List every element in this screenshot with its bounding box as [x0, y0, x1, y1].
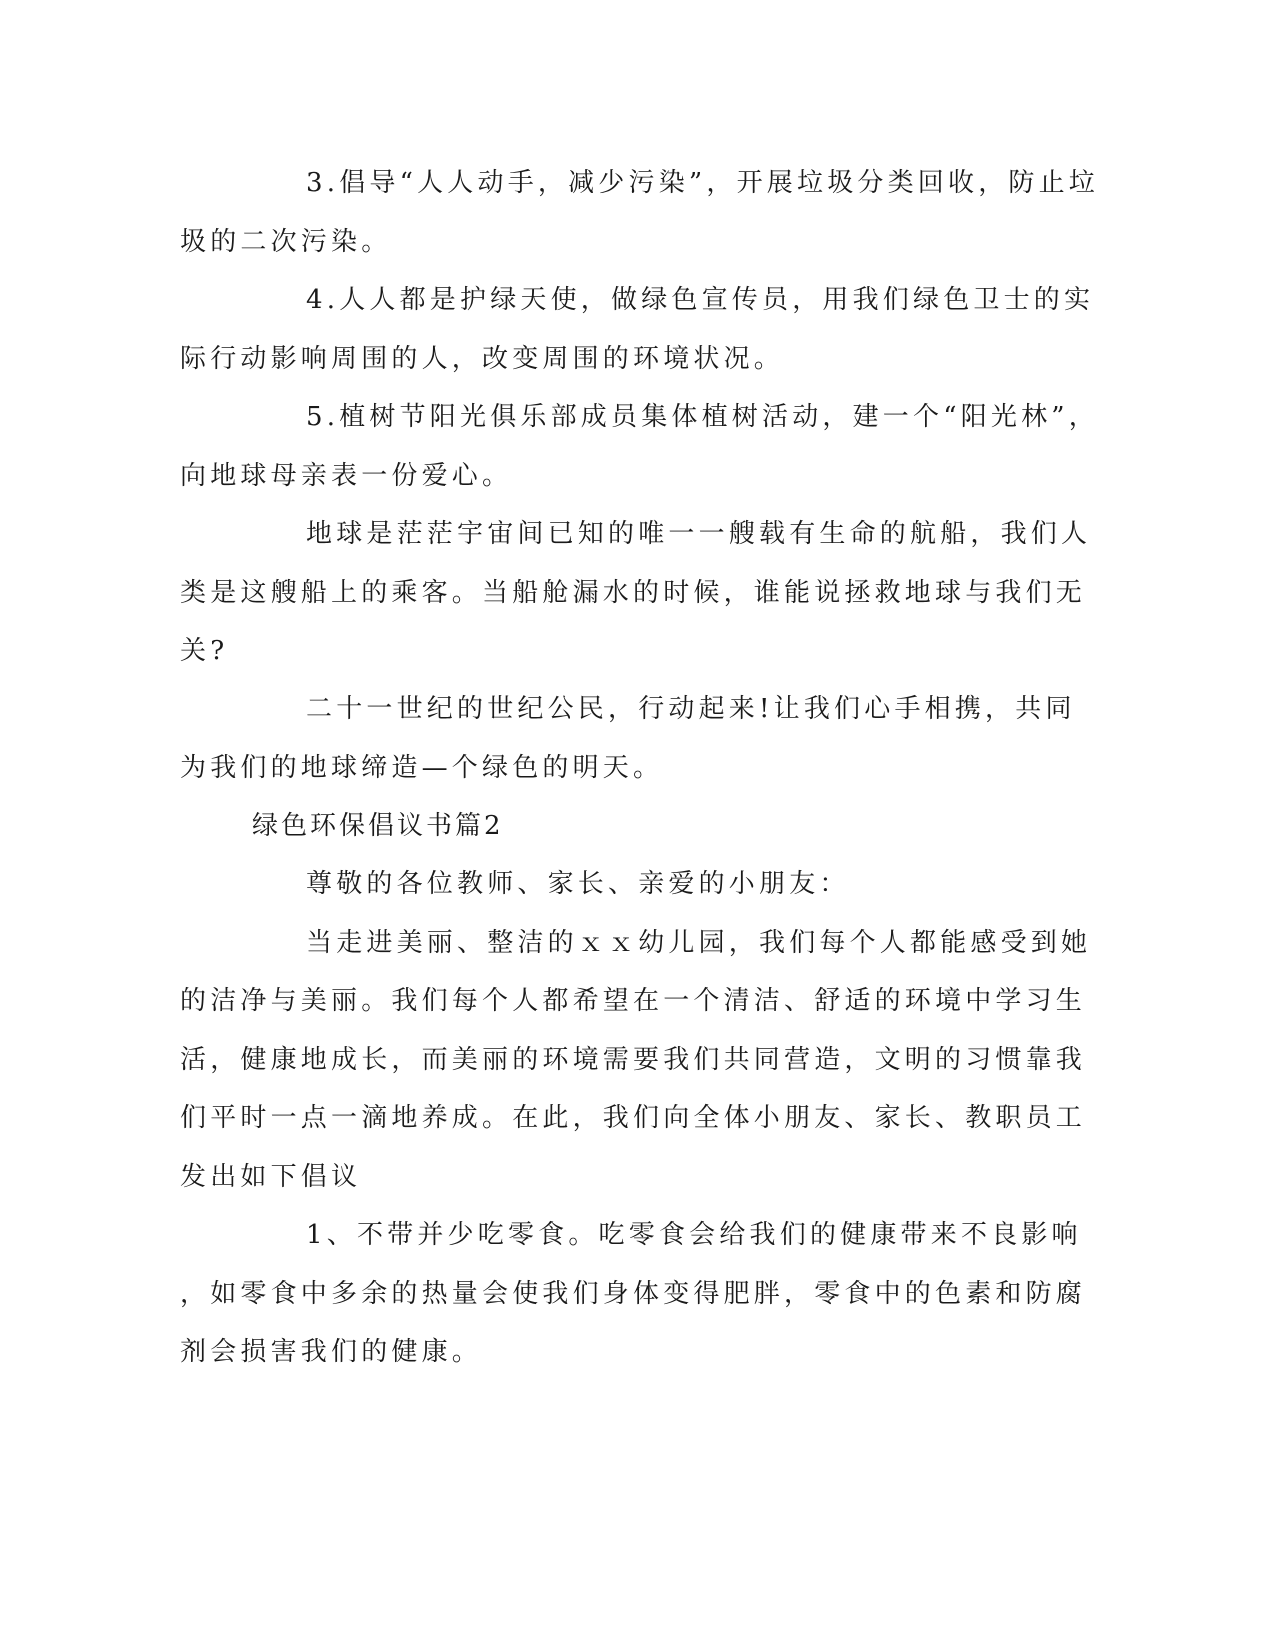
paragraph-intro-line-5: 发出如下倡议: [180, 1162, 362, 1192]
paragraph-3-line-2: 圾的二次污染。: [180, 227, 392, 257]
paragraph-3-line-1: 3.倡导“人人动手，减少污染”，开展垃圾分类回收，防止垃: [306, 168, 1099, 198]
paragraph-1-line-3: 剂会损害我们的健康。: [180, 1337, 483, 1367]
paragraph-intro-line-4: 们平时一点一滴地养成。在此，我们向全体小朋友、家长、教职员工: [180, 1103, 1087, 1133]
salutation: 尊敬的各位教师、家长、亲爱的小朋友：: [306, 869, 850, 899]
paragraph-earth-line-1: 地球是茫茫宇宙间已知的唯一一艘载有生命的航船，我们人: [306, 519, 1092, 549]
paragraph-intro-line-1: 当走进美丽、整洁的ｘｘ幼儿园，我们每个人都能感受到她: [306, 928, 1092, 958]
paragraph-4-line-1: 4.人人都是护绿天使，做绿色宣传员，用我们绿色卫士的实: [306, 285, 1095, 315]
paragraph-earth-line-3: 关?: [180, 636, 229, 666]
paragraph-5-line-1: 5.植树节阳光俱乐部成员集体植树活动，建一个“阳光林”，: [306, 402, 1099, 432]
paragraph-call-line-2: 为我们的地球缔造—个绿色的明天。: [180, 753, 664, 783]
paragraph-1-line-1: 1、不带并少吃零食。吃零食会给我们的健康带来不良影响: [306, 1220, 1082, 1250]
paragraph-earth-line-2: 类是这艘船上的乘客。当船舱漏水的时候，谁能说拯救地球与我们无: [180, 578, 1087, 608]
section-heading: 绿色环保倡议书篇2: [252, 811, 504, 841]
paragraph-intro-line-3: 活，健康地成长，而美丽的环境需要我们共同营造，文明的习惯靠我: [180, 1045, 1087, 1075]
paragraph-5-line-2: 向地球母亲表一份爱心。: [180, 461, 513, 491]
paragraph-4-line-2: 际行动影响周围的人，改变周围的环境状况。: [180, 344, 785, 374]
paragraph-call-line-1: 二十一世纪的世纪公民，行动起来!让我们心手相携，共同: [306, 694, 1076, 724]
paragraph-1-line-2: ，如零食中多余的热量会使我们身体变得肥胖，零食中的色素和防腐: [180, 1279, 1087, 1309]
paragraph-intro-line-2: 的洁净与美丽。我们每个人都希望在一个清洁、舒适的环境中学习生: [180, 986, 1087, 1016]
